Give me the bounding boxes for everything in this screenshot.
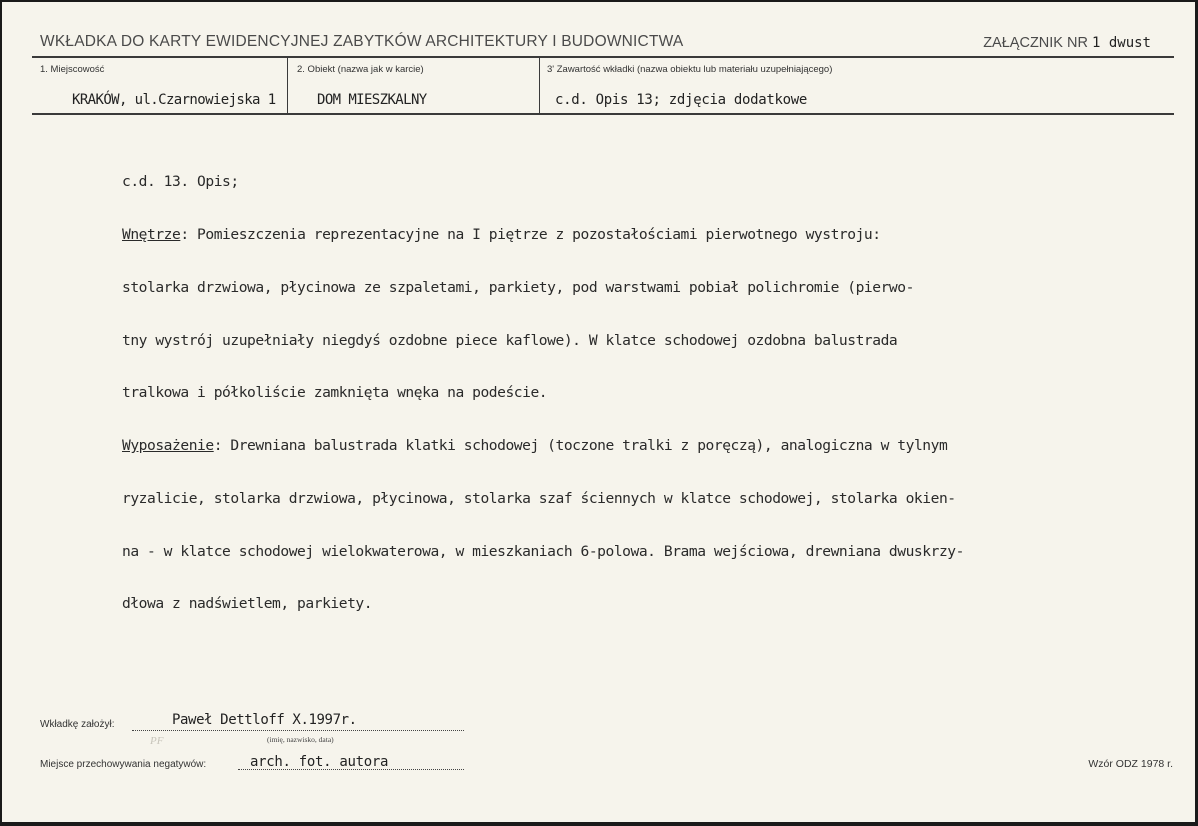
field-divider-2: [539, 58, 540, 113]
equipment-text-2: ryzalicie, stolarka drzwiowa, płycinowa, stolarka szaf ściennych w klatce schodowej, stolarka okien-: [122, 489, 956, 507]
locality-value: KRAKÓW, ul.Czarnowiejska 1: [72, 92, 276, 108]
content-value: c.d. Opis 13; zdjęcia dodatkowe: [555, 92, 807, 108]
annex-label: ZAŁĄCZNIK NR: [983, 35, 1088, 51]
storage-value: arch. fot. autora: [250, 754, 389, 770]
interior-text-3: tny wystrój uzupełniały niegdyś ozdobne piece kaflowe). W klatce schodowej ozdobna balustrada: [122, 331, 898, 349]
storage-dotted-line: [238, 769, 464, 770]
locality-label: 1. Miejscowość: [40, 64, 105, 75]
interior-text-2: stolarka drzwiowa, płycinowa ze szpaletami, parkiety, pod warstwami pobiał polichromie (pierwo-: [122, 278, 914, 296]
author-caption: (imię, nazwisko, data): [267, 735, 334, 744]
interior-text-1: : Pomieszczenia reprezentacyjne na I piętrze z pozostałościami pierwotnego wystroju:: [180, 225, 881, 243]
description-text: [122, 138, 1172, 648]
object-value: DOM MIESZKALNY: [317, 92, 427, 108]
author-value: Paweł Dettloff X.1997r.: [172, 712, 357, 728]
content-label: 3' Zawartość wkładki (nazwa obiektu lub materiału uzupełniającego): [547, 64, 833, 75]
header-rule-bottom: [32, 113, 1174, 115]
equipment-title: Wyposażenie: [122, 437, 214, 455]
form-title: WKŁADKA DO KARTY EWIDENCYJNEJ ZABYTKÓW ARCHITEKTURY I BUDOWNICTWA: [40, 33, 684, 50]
interior-text-4: tralkowa i półkoliście zamknięta wnęka na podeście.: [122, 384, 548, 402]
annex-value: 1 dwust: [1091, 35, 1151, 51]
description-heading: c.d. 13. Opis;: [122, 173, 239, 191]
equipment-text-1: : Drewniana balustrada klatki schodowej (toczone tralki z poręczą), analogiczna w tylnym: [213, 437, 948, 455]
header-rule-top: [32, 56, 1174, 58]
equipment-text-4: dłowa z nadświetlem, parkiety.: [122, 595, 373, 613]
form-model: Wzór ODZ 1978 r.: [1088, 758, 1173, 770]
author-label: Wkładkę założył:: [40, 719, 115, 730]
author-dotted-line: [132, 730, 464, 731]
equipment-paragraph-line: [122, 437, 1172, 455]
interior-paragraph-line: [122, 226, 1172, 244]
annex-number: [983, 35, 1151, 51]
field-divider-1: [287, 58, 288, 113]
object-label: 2. Obiekt (nazwa jak w karcie): [297, 64, 424, 75]
storage-label: Miejsce przechowywania negatywów:: [40, 759, 207, 770]
record-card: [2, 2, 1195, 822]
equipment-text-3: na - w klatce schodowej wielokwaterowa, w mieszkaniach 6-polowa. Brama wejściowa, drewniana dwuskrzy-: [122, 542, 964, 560]
interior-title: Wnętrze: [122, 225, 181, 243]
faint-stamp-mark: PF: [150, 735, 164, 747]
